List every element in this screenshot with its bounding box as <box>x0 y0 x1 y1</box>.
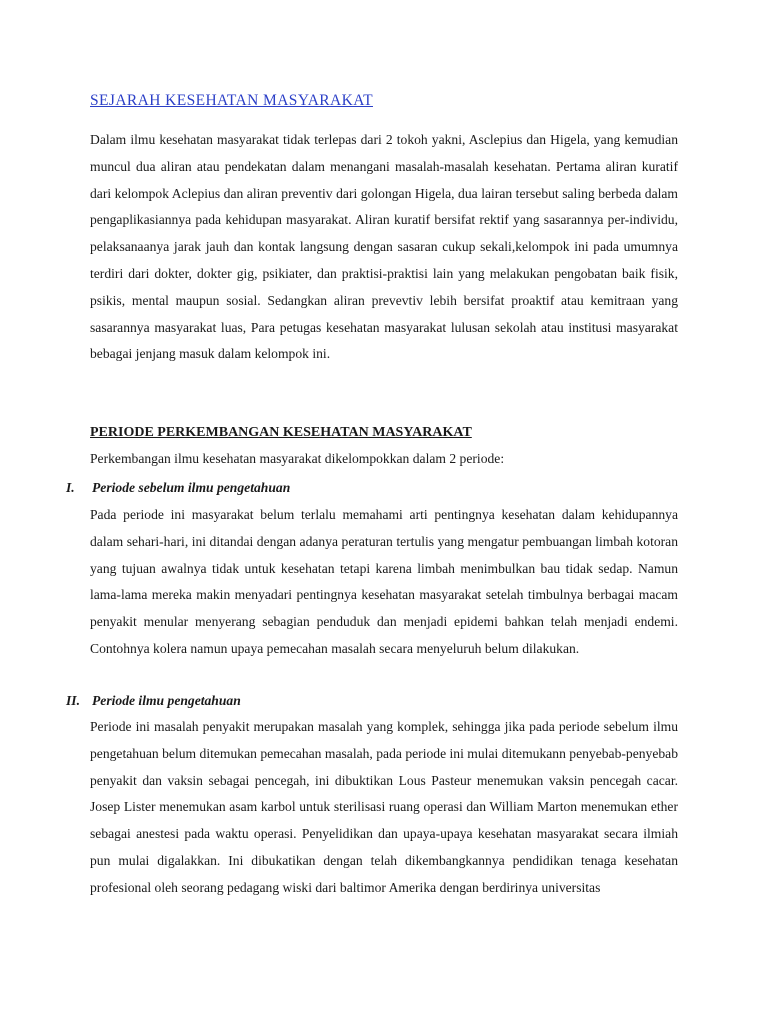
section-1-number: I. <box>66 480 75 495</box>
periods-intro: Perkembangan ilmu kesehatan masyarakat dikelompokkan dalam 2 periode: <box>90 451 505 466</box>
intro-paragraph: Dalam ilmu kesehatan masyarakat tidak terlepas dari 2 tokoh yakni, Asclepius dan Higela, yang kemudian muncul dua aliran atau pendekatan dalam menangani masalah-masalah kesehatan. Pertama aliran kuratif dari kelompok Aclepius dan aliran preventiv dari golongan Higela, dua lairan tersebut saling berbeda dalam pengaplikasiannya pada kehidupan masyarakat. Aliran kuratif bersifat rektif yang sasarannya per-individu, pelaksanaanya jarak jauh dan kontak langsung dengan sasaran cukup sekali,kelompok ini pada umumnya terdiri dari dokter, dokter gig, psikiater, dan praktisi-praktisi lain yang melakukan pengobatan baik fisik, psikis, mental maupun sosial. Sedangkan aliran prevevtiv lebih bersifat proaktif atau kemitraan yang sasarannya masyarakat luas, Para petugas kesehatan masyarakat lulusan sekolah atau institusi masyarakat bebagai jenjang masuk dalam kelompok ini. <box>90 132 678 362</box>
section-2-heading <box>66 693 241 709</box>
section-1-body: Pada periode ini masyarakat belum terlalu memahami arti pentingnya kesehatan dalam kehidupannya dalam sehari-hari, ini ditandai dengan adanya peraturan tertulis yang mengatur pembuangan limbah kotoran yang tujuan awalnya tidak untuk kesehatan tetapi karena limbah menimbulkan bau tidak sedap. Namun lama-lama mereka makin menyadari pentingnya kesehatan masyarakat setelah timbulnya berbagai macam penyakit menular menyerang sebagian penduduk dan menjadi epidemi bahkan telah menjadi endemi. Contohnya kolera namun upaya pemecahan masalah secara menyeluruh belum dilakukan. <box>90 507 678 656</box>
section-heading-periods: PERIODE PERKEMBANGAN KESEHATAN MASYARAKAT <box>90 425 472 440</box>
section-2-number: II. <box>66 693 80 708</box>
section-1-title: Periode sebelum ilmu pengetahuan <box>92 480 291 495</box>
section-2-title: Periode ilmu pengetahuan <box>92 693 241 708</box>
section-2-body: Periode ini masalah penyakit merupakan masalah yang komplek, sehingga jika pada periode sebelum ilmu pengetahuan belum ditemukan pemecahan masalah, pada periode ini mulai ditemukann penyebab-penyebab penyakit dan vaksin sebagai pencegah, ini dibuktikan Lous Pasteur menemukan vaksin pencegah cacar. Josep Lister menemukan asam karbol untuk sterilisasi ruang operasi dan William Marton menemukan ether sebagai anestesi pada waktu operasi. Penyelidikan dan upaya-upaya kesehatan masyarakat secara ilmiah pun mulai digalakkan. Ini dibukatikan dengan telah dikembangkannya pendidikan tenaga kesehatan profesional oleh seorang pedagang wiski dari baltimor Amerika dengan berdirinya universitas <box>90 719 678 895</box>
document-title: SEJARAH KESEHATAN MASYARAKAT <box>90 92 373 109</box>
section-1-heading <box>66 480 290 496</box>
